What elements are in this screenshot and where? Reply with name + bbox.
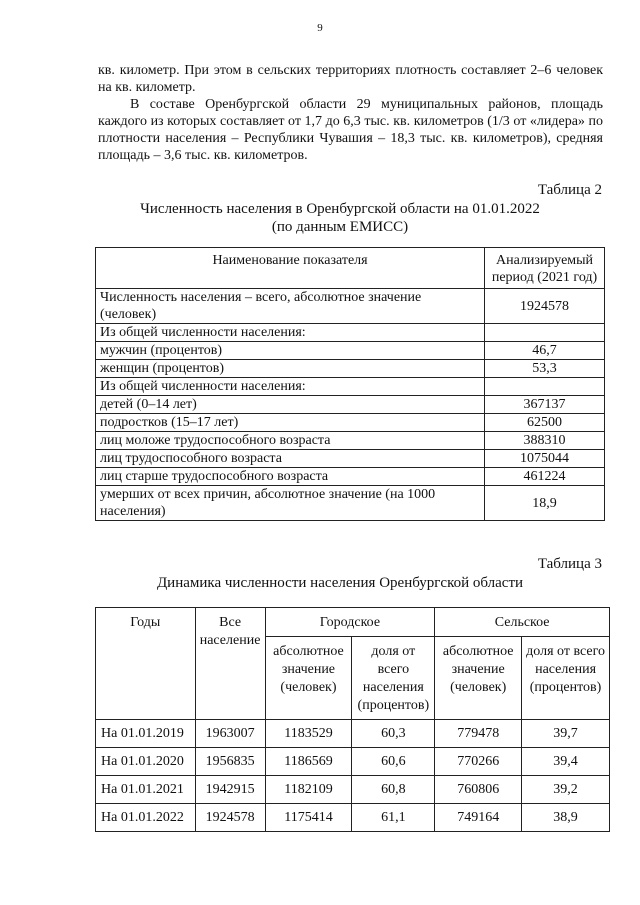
indicator-value (485, 378, 605, 396)
paragraph-districts: В составе Оренбургской области 29 муниципальных районов, площадь каждого из которых составляет от 1,7 до 6,3 тыс. кв. километров (1/3 от «лидера» по плотности населения – Республики Чувашия – 18,3 тыс. кв. километров), средняя площадь – 3,6 тыс. кв. километров. (98, 97, 603, 163)
header-period: Анализируемый период (2021 год) (485, 248, 605, 289)
cell-total: 1942915 (195, 776, 265, 804)
table-row (96, 414, 605, 432)
cell-rural-abs: 749164 (435, 804, 522, 832)
page-number: 9 (317, 22, 323, 34)
dynamics-table (95, 607, 610, 832)
cell-rural-share: 39,2 (522, 776, 610, 804)
cell-urban-share: 60,8 (352, 776, 435, 804)
indicator-value: 1075044 (485, 450, 605, 468)
table-row (96, 450, 605, 468)
table-header-row (96, 608, 610, 637)
indicator-value: 46,7 (485, 342, 605, 360)
table-row (96, 432, 605, 450)
indicator-name: Из общей численности населения: (96, 324, 485, 342)
cell-urban-abs: 1182109 (265, 776, 352, 804)
cell-urban-abs: 1183529 (265, 720, 352, 748)
header-urban-abs: абсолютное значение (человек) (265, 637, 352, 720)
cell-year: На 01.01.2021 (96, 776, 196, 804)
indicator-name: лиц трудоспособного возраста (96, 450, 485, 468)
cell-rural-share: 39,4 (522, 748, 610, 776)
cell-total: 1924578 (195, 804, 265, 832)
indicator-value: 18,9 (485, 486, 605, 521)
table2-title-line1: Численность населения в Оренбургской области на 01.01.2022 (140, 201, 540, 217)
indicator-name: мужчин (процентов) (96, 342, 485, 360)
cell-year: На 01.01.2020 (96, 748, 196, 776)
indicator-value: 53,3 (485, 360, 605, 378)
indicator-value: 461224 (485, 468, 605, 486)
cell-total: 1963007 (195, 720, 265, 748)
indicator-name: подростков (15–17 лет) (96, 414, 485, 432)
table3-title: Динамика численности населения Оренбургской области (156, 575, 524, 591)
table-row (96, 468, 605, 486)
cell-rural-abs: 779478 (435, 720, 522, 748)
cell-urban-abs: 1175414 (265, 804, 352, 832)
indicator-value: 62500 (485, 414, 605, 432)
indicator-name: женщин (процентов) (96, 360, 485, 378)
cell-rural-abs: 770266 (435, 748, 522, 776)
cell-rural-share: 39,7 (522, 720, 610, 748)
header-urban-share: доля от всего населения (процентов) (352, 637, 435, 720)
population-table (95, 247, 605, 521)
cell-rural-share: 38,9 (522, 804, 610, 832)
cell-urban-share: 61,1 (352, 804, 435, 832)
cell-urban-abs: 1186569 (265, 748, 352, 776)
indicator-name: умерших от всех причин, абсолютное значение (на 1000 населения) (96, 486, 485, 521)
indicator-name: Численность населения – всего, абсолютное значение (человек) (96, 289, 485, 324)
indicator-name: лиц старше трудоспособного возраста (96, 468, 485, 486)
cell-year: На 01.01.2022 (96, 804, 196, 832)
header-rural-abs: абсолютное значение (человек) (435, 637, 522, 720)
cell-year: На 01.01.2019 (96, 720, 196, 748)
table-row (96, 289, 605, 324)
table-row (96, 776, 610, 804)
cell-urban-share: 60,6 (352, 748, 435, 776)
header-rural-share: доля от всего населения (процентов) (522, 637, 610, 720)
table2-title (90, 200, 590, 236)
indicator-name: детей (0–14 лет) (96, 396, 485, 414)
header-rural: Сельское (435, 608, 610, 637)
header-indicator: Наименование показателя (96, 248, 485, 289)
paragraph-density: кв. километр. При этом в сельских территориях плотность составляет 2–6 человек на кв. километр. (98, 63, 603, 95)
table2-title-line2: (по данным ЕМИСС) (271, 219, 409, 235)
cell-total: 1956835 (195, 748, 265, 776)
table-row (96, 378, 605, 396)
table-row (96, 486, 605, 521)
cell-rural-abs: 760806 (435, 776, 522, 804)
table-header-row (96, 248, 605, 289)
table-row (96, 720, 610, 748)
table-row (96, 748, 610, 776)
header-urban: Городское (265, 608, 435, 637)
cell-urban-share: 60,3 (352, 720, 435, 748)
table-row (96, 324, 605, 342)
table3-label: Таблица 3 (537, 556, 602, 572)
table-row (96, 396, 605, 414)
indicator-name: Из общей численности населения: (96, 378, 485, 396)
indicator-value: 367137 (485, 396, 605, 414)
table-row (96, 360, 605, 378)
indicator-name: лиц моложе трудоспособного возраста (96, 432, 485, 450)
indicator-value: 388310 (485, 432, 605, 450)
table2-label: Таблица 2 (537, 182, 602, 198)
header-total: Все население (195, 608, 265, 720)
indicator-value (485, 324, 605, 342)
indicator-value: 1924578 (485, 289, 605, 324)
table-row (96, 804, 610, 832)
header-years: Годы (96, 608, 196, 720)
table-row (96, 342, 605, 360)
